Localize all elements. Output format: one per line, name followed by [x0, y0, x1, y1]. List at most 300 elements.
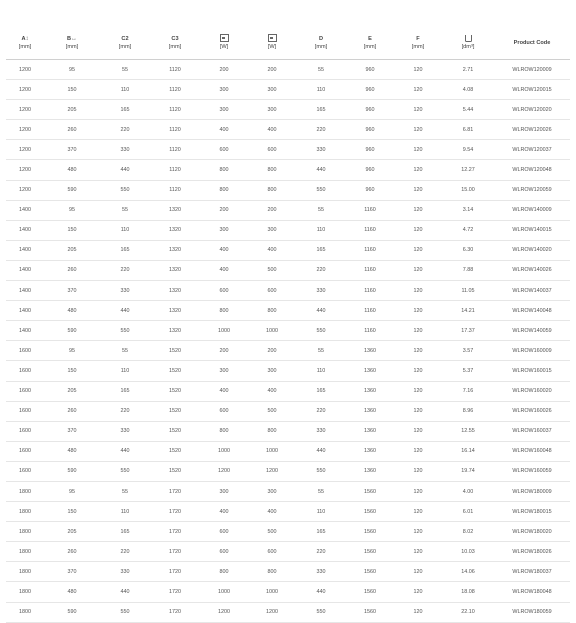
product-code-cell: WLROW140020 [494, 240, 570, 260]
table-cell: 1720 [150, 542, 200, 562]
table-cell: 120 [394, 522, 442, 542]
table-cell: 1560 [346, 582, 394, 602]
column-header-label: F [416, 35, 420, 42]
table-cell: 6.30 [442, 240, 494, 260]
table-cell: 550 [296, 602, 346, 622]
table-row [6, 582, 570, 602]
table-cell: 960 [346, 60, 394, 80]
table-cell: 200 [200, 60, 248, 80]
table-cell: 800 [200, 562, 248, 582]
table-cell: 1800 [6, 522, 44, 542]
table-cell: 120 [394, 160, 442, 180]
radiator-icon [268, 34, 277, 42]
table-cell: 165 [100, 522, 150, 542]
table-row [6, 240, 570, 260]
table-cell: 1360 [346, 341, 394, 361]
table-cell: 440 [100, 441, 150, 461]
table-cell: 1200 [6, 180, 44, 200]
table-cell: 220 [296, 401, 346, 421]
table-cell: 590 [44, 321, 100, 341]
product-code-cell: WLROW140048 [494, 301, 570, 321]
table-cell: 120 [394, 220, 442, 240]
table-cell: 165 [296, 240, 346, 260]
table-cell: 165 [296, 522, 346, 542]
table-cell: 1160 [346, 321, 394, 341]
table-cell: 120 [394, 321, 442, 341]
table-header-row [6, 26, 570, 60]
table-cell: 960 [346, 80, 394, 100]
table-cell: 1120 [150, 80, 200, 100]
table-cell: 1600 [6, 421, 44, 441]
table-cell: 370 [44, 140, 100, 160]
product-spec-table-container [6, 26, 570, 623]
table-row [6, 200, 570, 220]
column-header [296, 26, 346, 60]
table-cell: 1200 [6, 160, 44, 180]
table-cell: 480 [44, 582, 100, 602]
table-cell: 55 [100, 200, 150, 220]
table-cell: 1600 [6, 461, 44, 481]
product-code-cell: WLROW120020 [494, 100, 570, 120]
table-cell: 1800 [6, 502, 44, 522]
table-cell: 600 [200, 542, 248, 562]
table-cell: 95 [44, 200, 100, 220]
table-cell: 1560 [346, 602, 394, 622]
table-cell: 1400 [6, 321, 44, 341]
table-cell: 165 [296, 381, 346, 401]
table-cell: 1560 [346, 542, 394, 562]
product-code-cell: WLROW120037 [494, 140, 570, 160]
table-cell: 110 [296, 502, 346, 522]
product-code-cell: WLROW140009 [494, 200, 570, 220]
table-cell: 1360 [346, 421, 394, 441]
table-cell: 960 [346, 180, 394, 200]
table-cell: 95 [44, 481, 100, 501]
table-cell: 550 [296, 321, 346, 341]
table-cell: 400 [200, 502, 248, 522]
radiator-icon [220, 34, 229, 42]
table-cell: 800 [200, 301, 248, 321]
table-cell: 1400 [6, 281, 44, 301]
product-code-cell: WLROW160059 [494, 461, 570, 481]
table-cell: 300 [248, 481, 296, 501]
table-cell: 300 [200, 481, 248, 501]
table-cell: 8.02 [442, 522, 494, 542]
table-cell: 1200 [200, 602, 248, 622]
table-cell: 400 [200, 240, 248, 260]
table-cell: 1160 [346, 281, 394, 301]
table-cell: 120 [394, 542, 442, 562]
table-cell: 10.03 [442, 542, 494, 562]
table-row [6, 321, 570, 341]
table-cell: 440 [100, 582, 150, 602]
table-cell: 110 [100, 361, 150, 381]
table-cell: 22.10 [442, 602, 494, 622]
table-cell: 200 [248, 60, 296, 80]
table-cell: 1600 [6, 381, 44, 401]
table-cell: 500 [248, 401, 296, 421]
table-cell: 960 [346, 140, 394, 160]
table-row [6, 301, 570, 321]
table-cell: 1720 [150, 502, 200, 522]
table-cell: 300 [200, 220, 248, 240]
table-cell: 550 [296, 461, 346, 481]
table-row [6, 522, 570, 542]
table-cell: 800 [200, 160, 248, 180]
table-cell: 590 [44, 461, 100, 481]
table-cell: 55 [296, 341, 346, 361]
table-cell: 120 [394, 240, 442, 260]
table-cell: 1560 [346, 481, 394, 501]
table-cell: 1600 [6, 441, 44, 461]
table-cell: 1200 [248, 461, 296, 481]
table-cell: 55 [100, 481, 150, 501]
table-cell: 165 [100, 240, 150, 260]
table-cell: 55 [100, 60, 150, 80]
table-cell: 1120 [150, 120, 200, 140]
table-row [6, 281, 570, 301]
table-row [6, 120, 570, 140]
table-cell: 150 [44, 220, 100, 240]
table-row [6, 220, 570, 240]
column-header [346, 26, 394, 60]
table-cell: 16.14 [442, 441, 494, 461]
table-cell: 370 [44, 281, 100, 301]
table-row [6, 260, 570, 280]
table-cell: 800 [248, 562, 296, 582]
table-cell: 600 [200, 140, 248, 160]
table-cell: 110 [296, 361, 346, 381]
column-header-unit: [mm] [118, 43, 132, 50]
table-cell: 600 [200, 522, 248, 542]
table-cell: 1400 [6, 240, 44, 260]
table-cell: 300 [200, 361, 248, 381]
table-cell: 110 [100, 502, 150, 522]
arrow-horizontal-icon: ↔ [71, 35, 78, 42]
table-cell: 550 [296, 180, 346, 200]
table-cell: 300 [248, 220, 296, 240]
table-cell: 6.81 [442, 120, 494, 140]
product-code-cell: WLROW140059 [494, 321, 570, 341]
table-cell: 220 [100, 401, 150, 421]
table-cell: 220 [100, 120, 150, 140]
table-cell: 330 [296, 562, 346, 582]
table-cell: 12.55 [442, 421, 494, 441]
table-cell: 1360 [346, 461, 394, 481]
table-cell: 400 [200, 120, 248, 140]
table-cell: 400 [248, 381, 296, 401]
table-cell: 120 [394, 602, 442, 622]
table-cell: 200 [248, 341, 296, 361]
table-cell: 205 [44, 240, 100, 260]
product-code-cell: WLROW160009 [494, 341, 570, 361]
table-cell: 7.88 [442, 260, 494, 280]
table-cell: 1720 [150, 522, 200, 542]
table-row [6, 80, 570, 100]
table-cell: 960 [346, 160, 394, 180]
table-cell: 1560 [346, 562, 394, 582]
table-cell: 480 [44, 160, 100, 180]
table-cell: 600 [248, 281, 296, 301]
table-cell: 1120 [150, 140, 200, 160]
table-cell: 120 [394, 582, 442, 602]
table-cell: 1400 [6, 301, 44, 321]
product-code-cell: WLROW160048 [494, 441, 570, 461]
table-cell: 440 [296, 301, 346, 321]
table-cell: 1200 [6, 80, 44, 100]
table-cell: 165 [296, 100, 346, 120]
table-cell: 11.05 [442, 281, 494, 301]
column-header [44, 26, 100, 60]
table-cell: 220 [296, 542, 346, 562]
table-row [6, 381, 570, 401]
table-cell: 150 [44, 80, 100, 100]
table-cell: 220 [296, 120, 346, 140]
table-cell: 440 [100, 301, 150, 321]
table-cell: 1720 [150, 582, 200, 602]
table-cell: 300 [248, 100, 296, 120]
table-cell: 1720 [150, 481, 200, 501]
table-row [6, 341, 570, 361]
column-header-label: A [21, 35, 26, 42]
table-cell: 165 [100, 381, 150, 401]
table-row [6, 100, 570, 120]
column-header-unit: [W] [219, 43, 229, 50]
table-cell: 120 [394, 401, 442, 421]
table-cell: 800 [200, 421, 248, 441]
table-cell: 400 [248, 120, 296, 140]
table-cell: 2.71 [442, 60, 494, 80]
column-header-unit: [mm] [411, 43, 425, 50]
table-cell: 600 [200, 401, 248, 421]
table-cell: 330 [296, 140, 346, 160]
table-cell: 165 [100, 100, 150, 120]
table-cell: 55 [296, 60, 346, 80]
table-cell: 1400 [6, 260, 44, 280]
table-cell: 6.01 [442, 502, 494, 522]
table-cell: 95 [44, 60, 100, 80]
table-cell: 1120 [150, 180, 200, 200]
table-cell: 1120 [150, 160, 200, 180]
arrow-vertical-icon: ↕ [25, 35, 29, 42]
table-cell: 440 [296, 160, 346, 180]
product-code-cell: WLROW180009 [494, 481, 570, 501]
table-cell: 120 [394, 120, 442, 140]
table-cell: 300 [248, 361, 296, 381]
table-cell: 110 [296, 80, 346, 100]
table-cell: 260 [44, 401, 100, 421]
product-code-cell: WLROW160015 [494, 361, 570, 381]
table-cell: 4.72 [442, 220, 494, 240]
table-cell: 1160 [346, 220, 394, 240]
table-cell: 1600 [6, 361, 44, 381]
table-cell: 960 [346, 120, 394, 140]
volume-icon [465, 35, 472, 42]
table-cell: 1000 [200, 441, 248, 461]
column-header-unit: [mm] [65, 43, 79, 50]
table-cell: 1000 [200, 582, 248, 602]
column-header-unit: [mm] [168, 43, 182, 50]
table-cell: 330 [100, 562, 150, 582]
table-cell: 960 [346, 100, 394, 120]
table-cell: 1800 [6, 562, 44, 582]
table-cell: 14.21 [442, 301, 494, 321]
table-cell: 120 [394, 200, 442, 220]
table-cell: 1360 [346, 401, 394, 421]
table-cell: 400 [248, 240, 296, 260]
table-cell: 1800 [6, 582, 44, 602]
column-header [6, 26, 44, 60]
table-cell: 550 [100, 180, 150, 200]
table-cell: 1400 [6, 220, 44, 240]
table-cell: 1600 [6, 341, 44, 361]
table-cell: 1520 [150, 381, 200, 401]
table-cell: 800 [248, 421, 296, 441]
table-cell: 1320 [150, 200, 200, 220]
table-cell: 9.54 [442, 140, 494, 160]
table-cell: 1000 [248, 441, 296, 461]
table-row [6, 602, 570, 622]
table-row [6, 461, 570, 481]
table-row [6, 481, 570, 501]
table-cell: 12.27 [442, 160, 494, 180]
table-cell: 120 [394, 502, 442, 522]
product-code-cell: WLROW160020 [494, 381, 570, 401]
product-code-cell: WLROW140037 [494, 281, 570, 301]
table-cell: 120 [394, 281, 442, 301]
table-row [6, 401, 570, 421]
table-cell: 1320 [150, 220, 200, 240]
column-header [394, 26, 442, 60]
table-cell: 4.08 [442, 80, 494, 100]
table-row [6, 180, 570, 200]
product-code-cell: WLROW140026 [494, 260, 570, 280]
product-code-cell: WLROW180015 [494, 502, 570, 522]
table-cell: 1200 [200, 461, 248, 481]
product-code-cell: WLROW180037 [494, 562, 570, 582]
table-cell: 120 [394, 80, 442, 100]
table-cell: 120 [394, 180, 442, 200]
table-cell: 1800 [6, 602, 44, 622]
table-cell: 200 [200, 341, 248, 361]
table-cell: 1320 [150, 281, 200, 301]
table-cell: 1520 [150, 361, 200, 381]
table-cell: 550 [100, 321, 150, 341]
table-cell: 260 [44, 120, 100, 140]
table-cell: 1200 [248, 602, 296, 622]
product-code-cell: WLROW120026 [494, 120, 570, 140]
table-cell: 330 [296, 281, 346, 301]
table-cell: 7.16 [442, 381, 494, 401]
table-cell: 1520 [150, 461, 200, 481]
table-cell: 1200 [6, 60, 44, 80]
table-cell: 120 [394, 361, 442, 381]
table-cell: 1600 [6, 401, 44, 421]
column-header-unit: [mm] [363, 43, 377, 50]
table-body [6, 60, 570, 623]
table-cell: 800 [248, 180, 296, 200]
table-cell: 55 [100, 341, 150, 361]
product-code-cell: WLROW180026 [494, 542, 570, 562]
table-cell: 220 [100, 542, 150, 562]
table-cell: 55 [296, 481, 346, 501]
table-row [6, 562, 570, 582]
table-cell: 300 [200, 100, 248, 120]
table-cell: 205 [44, 100, 100, 120]
table-cell: 150 [44, 502, 100, 522]
table-cell: 4.00 [442, 481, 494, 501]
table-cell: 5.44 [442, 100, 494, 120]
table-cell: 120 [394, 60, 442, 80]
table-row [6, 542, 570, 562]
table-cell: 1720 [150, 602, 200, 622]
table-cell: 1520 [150, 401, 200, 421]
table-cell: 120 [394, 260, 442, 280]
table-cell: 1560 [346, 502, 394, 522]
table-cell: 370 [44, 421, 100, 441]
table-cell: 330 [100, 281, 150, 301]
table-cell: 800 [200, 180, 248, 200]
table-cell: 220 [100, 260, 150, 280]
table-cell: 260 [44, 260, 100, 280]
table-cell: 600 [200, 281, 248, 301]
table-cell: 550 [100, 602, 150, 622]
table-cell: 1200 [6, 120, 44, 140]
column-header [150, 26, 200, 60]
table-cell: 1400 [6, 200, 44, 220]
product-code-cell: WLROW120048 [494, 160, 570, 180]
table-cell: 120 [394, 481, 442, 501]
table-cell: 1720 [150, 562, 200, 582]
table-cell: 300 [200, 80, 248, 100]
table-cell: 590 [44, 602, 100, 622]
table-row [6, 502, 570, 522]
table-cell: 120 [394, 140, 442, 160]
table-cell: 1200 [6, 140, 44, 160]
table-row [6, 60, 570, 80]
column-header-unit: [mm] [18, 43, 32, 50]
table-cell: 120 [394, 421, 442, 441]
table-cell: 205 [44, 522, 100, 542]
table-cell: 400 [248, 502, 296, 522]
table-cell: 600 [248, 542, 296, 562]
column-header-label: C2 [121, 35, 129, 42]
table-cell: 300 [248, 80, 296, 100]
table-cell: 400 [200, 381, 248, 401]
table-cell: 220 [296, 260, 346, 280]
product-code-cell: WLROW120009 [494, 60, 570, 80]
table-cell: 440 [296, 441, 346, 461]
product-code-cell: WLROW140015 [494, 220, 570, 240]
table-cell: 440 [100, 160, 150, 180]
table-row [6, 421, 570, 441]
table-cell: 1320 [150, 240, 200, 260]
table-cell: 330 [296, 421, 346, 441]
column-header-label: D [318, 35, 324, 42]
table-cell: 1160 [346, 301, 394, 321]
table-cell: 8.96 [442, 401, 494, 421]
product-code-cell: WLROW180020 [494, 522, 570, 542]
table-cell: 400 [200, 260, 248, 280]
table-cell: 205 [44, 381, 100, 401]
table-cell: 150 [44, 361, 100, 381]
table-cell: 110 [100, 220, 150, 240]
product-spec-table [6, 26, 570, 623]
table-cell: 440 [296, 582, 346, 602]
table-cell: 1000 [248, 582, 296, 602]
column-header-unit: [W] [267, 43, 277, 50]
table-cell: 1320 [150, 301, 200, 321]
